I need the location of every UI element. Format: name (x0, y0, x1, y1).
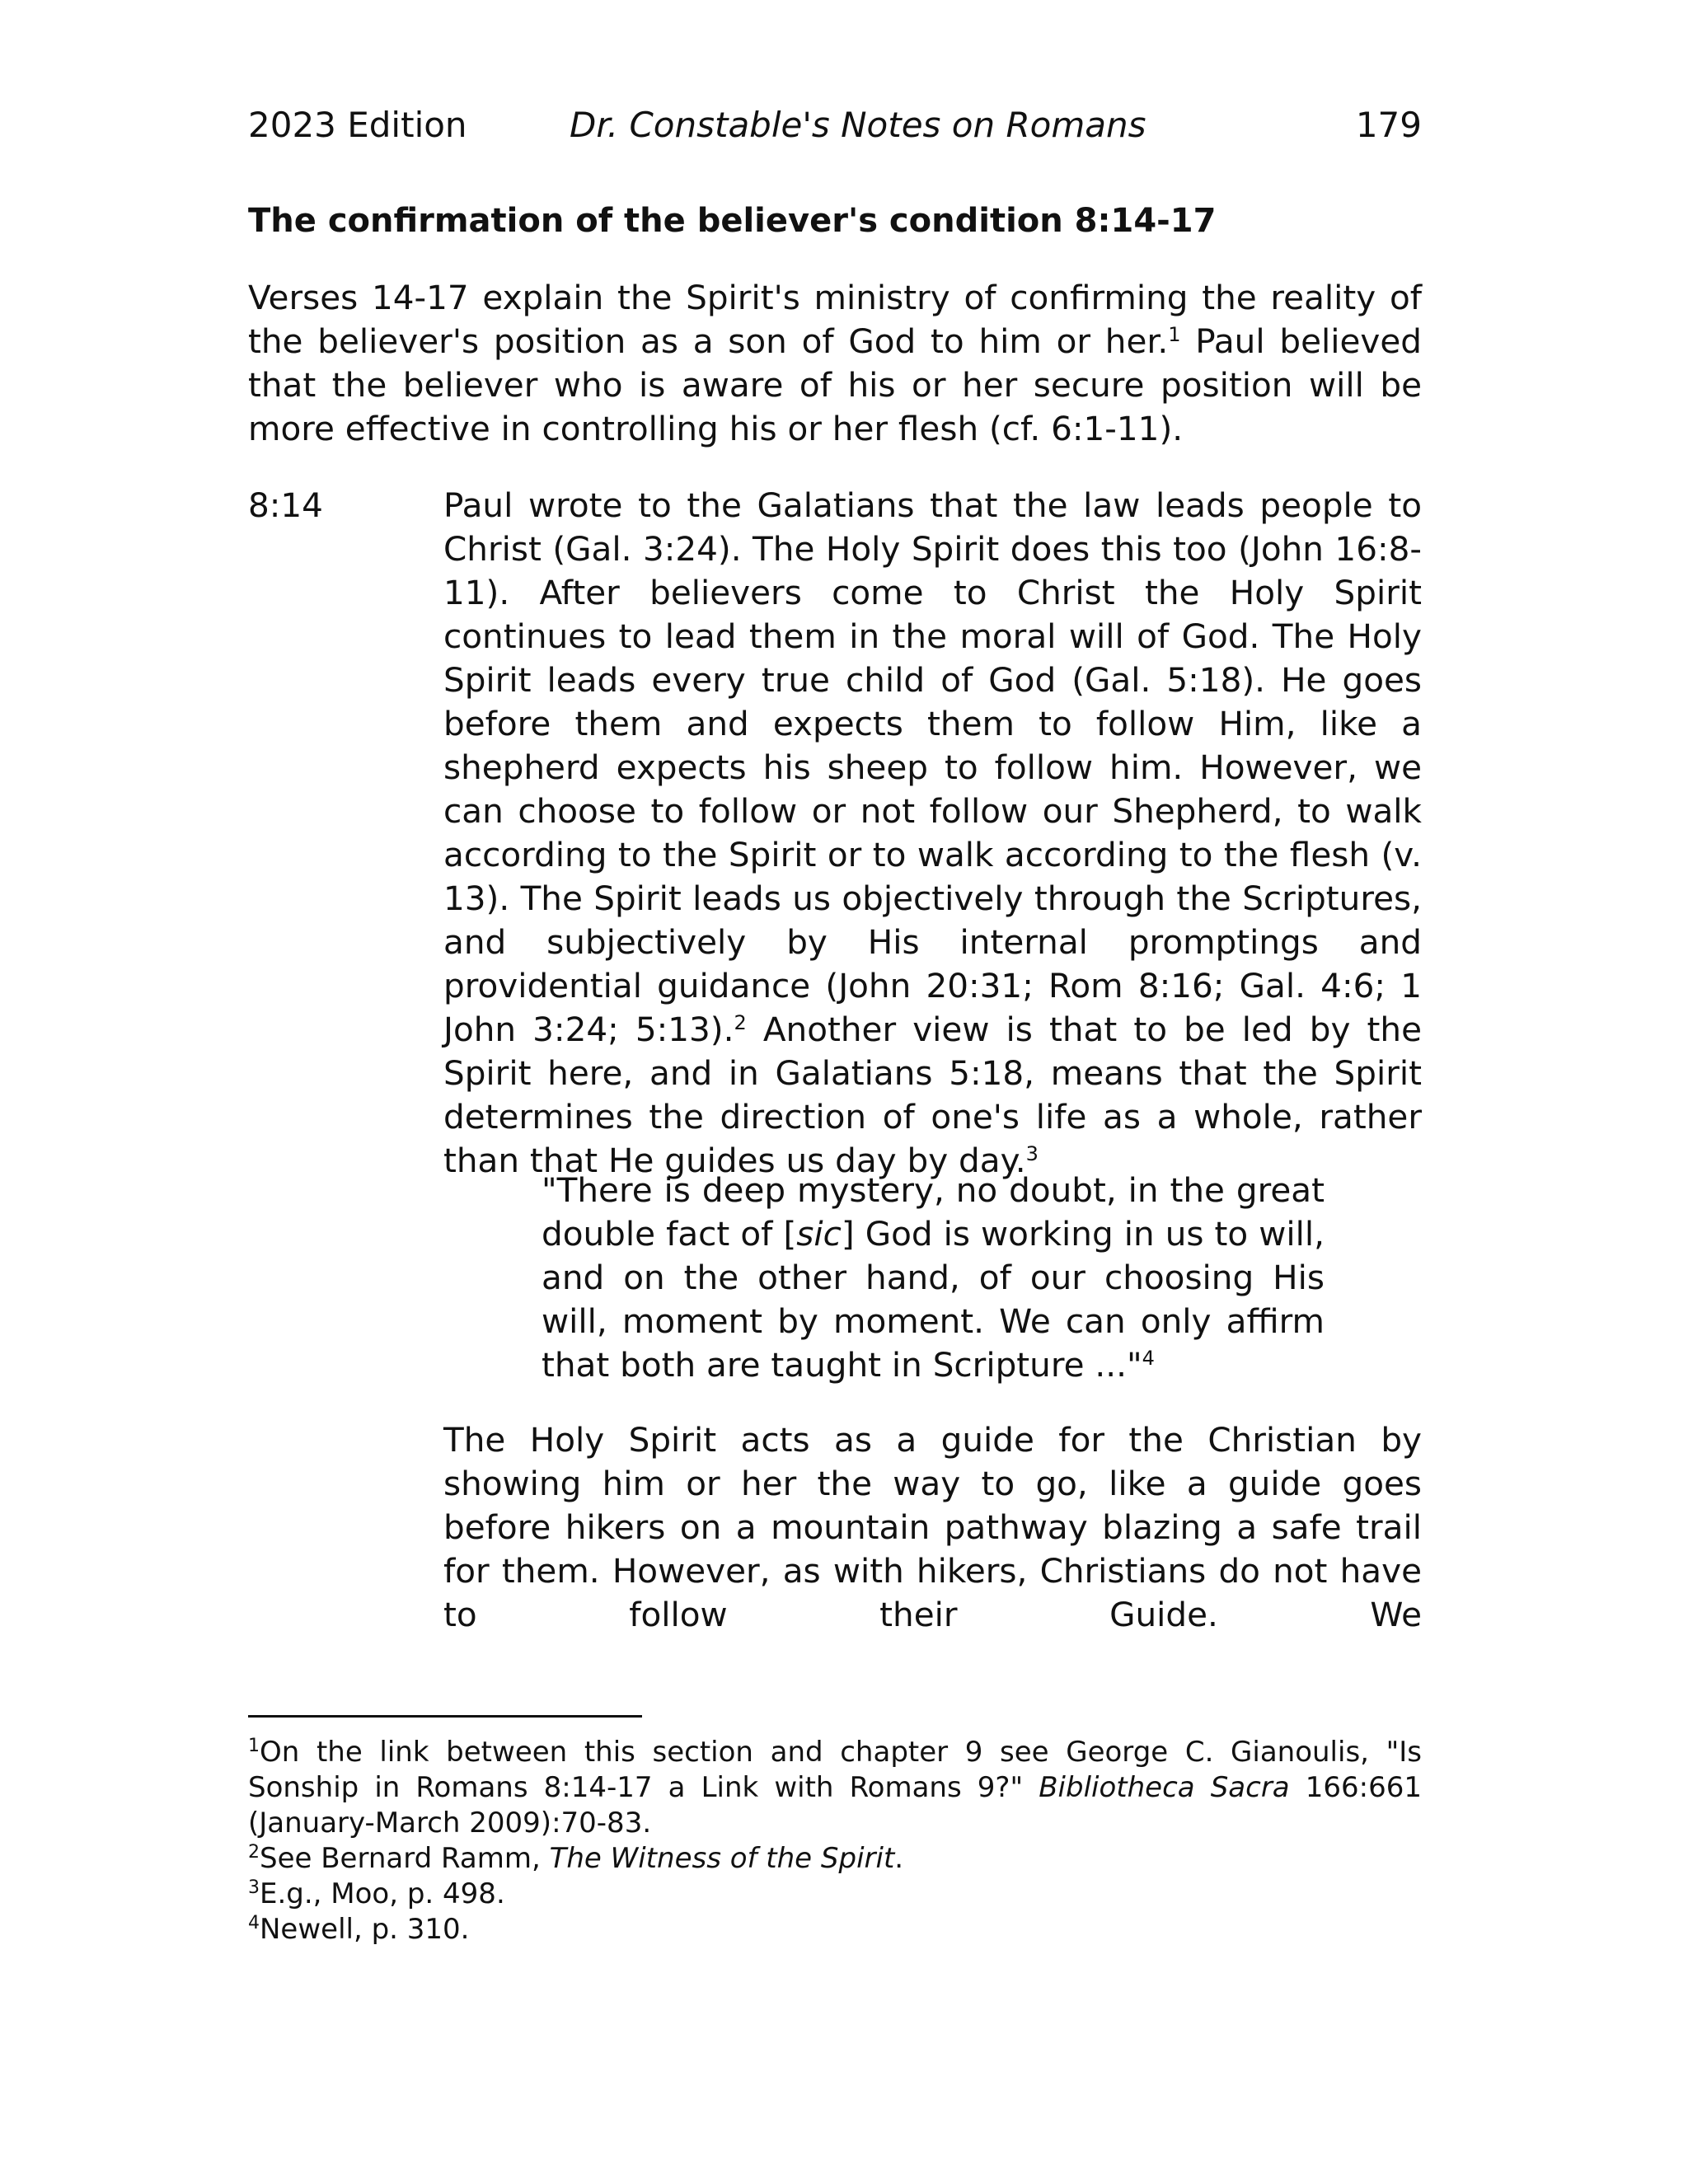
footnote-italic: The Witness of the Spirit (549, 1842, 895, 1875)
verse-reference: 8:14 (248, 485, 323, 525)
footnote-number: 4 (248, 1913, 260, 1933)
footnotes (248, 1735, 1422, 1947)
footnote-text: E.g., Moo, p. 498. (260, 1877, 505, 1910)
footnote-1 (248, 1735, 1422, 1841)
footnote-number: 2 (248, 1842, 260, 1863)
intro-text-continued: Paul believed that the believer who is aware of his or her secure position will be more effective in controlling his or her flesh (cf. 6:1-11). (248, 321, 1423, 448)
book-title: Dr. Constable's Notes on Romans (570, 105, 1146, 145)
edition-label: 2023 Edition (248, 105, 467, 145)
footnote-divider (248, 1715, 642, 1718)
continued-paragraph: The Holy Spirit acts as a guide for the Christian by showing him or her the way to go, like a guide goes before hikers on a mountain pathway blazing a safe trail for them. However, as with hikers, Christians do not have to follow their Guide. We (443, 1420, 1422, 1634)
quote-text-b: ] God is working in us to will, and on the other hand, of our choosing His will, moment by moment. We can only affirm that both are taught in Scripture ..." (542, 1214, 1325, 1385)
footnote-text: On the link between this section and chapter 9 see George C. Gianoulis, "Is Sonship in Romans 8:14-17 a Link with Romans 9?" (248, 1736, 1422, 1804)
footnote-4 (248, 1912, 1422, 1947)
block-quote (542, 1169, 1325, 1387)
footnote-italic: Bibliotheca Sacra (1039, 1771, 1290, 1804)
footnote-text: 166:661 (January-March 2009):70-83. (248, 1771, 1423, 1840)
footnote-2 (248, 1841, 1422, 1877)
footnote-3 (248, 1877, 1422, 1912)
verse-text-a: Paul wrote to the Galatians that the law leads people to Christ (Gal. 3:24). The Holy Spirit does this too (John 16:8-11). After believers come to Christ the Holy Spirit continues to lead them in the moral will of God. The Holy Spirit leads every true child of God (Gal. 5:18). He goes before them and expects them to follow Him, like a shepherd expects his sheep to follow him. However, we can choose to follow or not follow our Shepherd, to walk according to the Spirit or to walk according to the flesh (v. 13). The Spirit leads us objectively through the Scriptures, and subjectively by His internal promptings and providential guidance (John 20:31; Rom 8:16; Gal. 4:6; 1 John 3:24; 5:13). (443, 485, 1422, 1049)
footnote-text: . (894, 1842, 904, 1875)
verse-text-b: Another view is that to be led by the Spirit here, and in Galatians 5:18, means that the Spirit determines the direction of one's life as a whole, rather than that He guides us day by day. (443, 1010, 1422, 1180)
footnote-number: 3 (248, 1877, 260, 1898)
page-number: 179 (1355, 105, 1422, 145)
verse-commentary (443, 484, 1422, 1183)
footnote-ref-1[interactable]: 1 (1168, 323, 1181, 346)
footnote-ref-2[interactable]: 2 (734, 1011, 747, 1034)
footnote-ref-3[interactable]: 3 (1025, 1142, 1039, 1165)
intro-paragraph (248, 276, 1422, 451)
footnote-ref-4[interactable]: 4 (1142, 1347, 1155, 1370)
section-heading: The confirmation of the believer's condition 8:14-17 (248, 202, 1217, 240)
sic-marker: sic (796, 1214, 842, 1254)
running-header (248, 99, 1422, 152)
quote-text-a: "There is deep mystery, no doubt, in the great double fact of [ (542, 1170, 1325, 1254)
footnote-text: See Bernard Ramm, (260, 1842, 550, 1875)
footnote-text: Newell, p. 310. (260, 1913, 470, 1946)
intro-text: Verses 14-17 explain the Spirit's ministry of confirming the reality of the believer's position as a son of God to him or her. (248, 278, 1422, 361)
footnote-number: 1 (248, 1736, 260, 1756)
